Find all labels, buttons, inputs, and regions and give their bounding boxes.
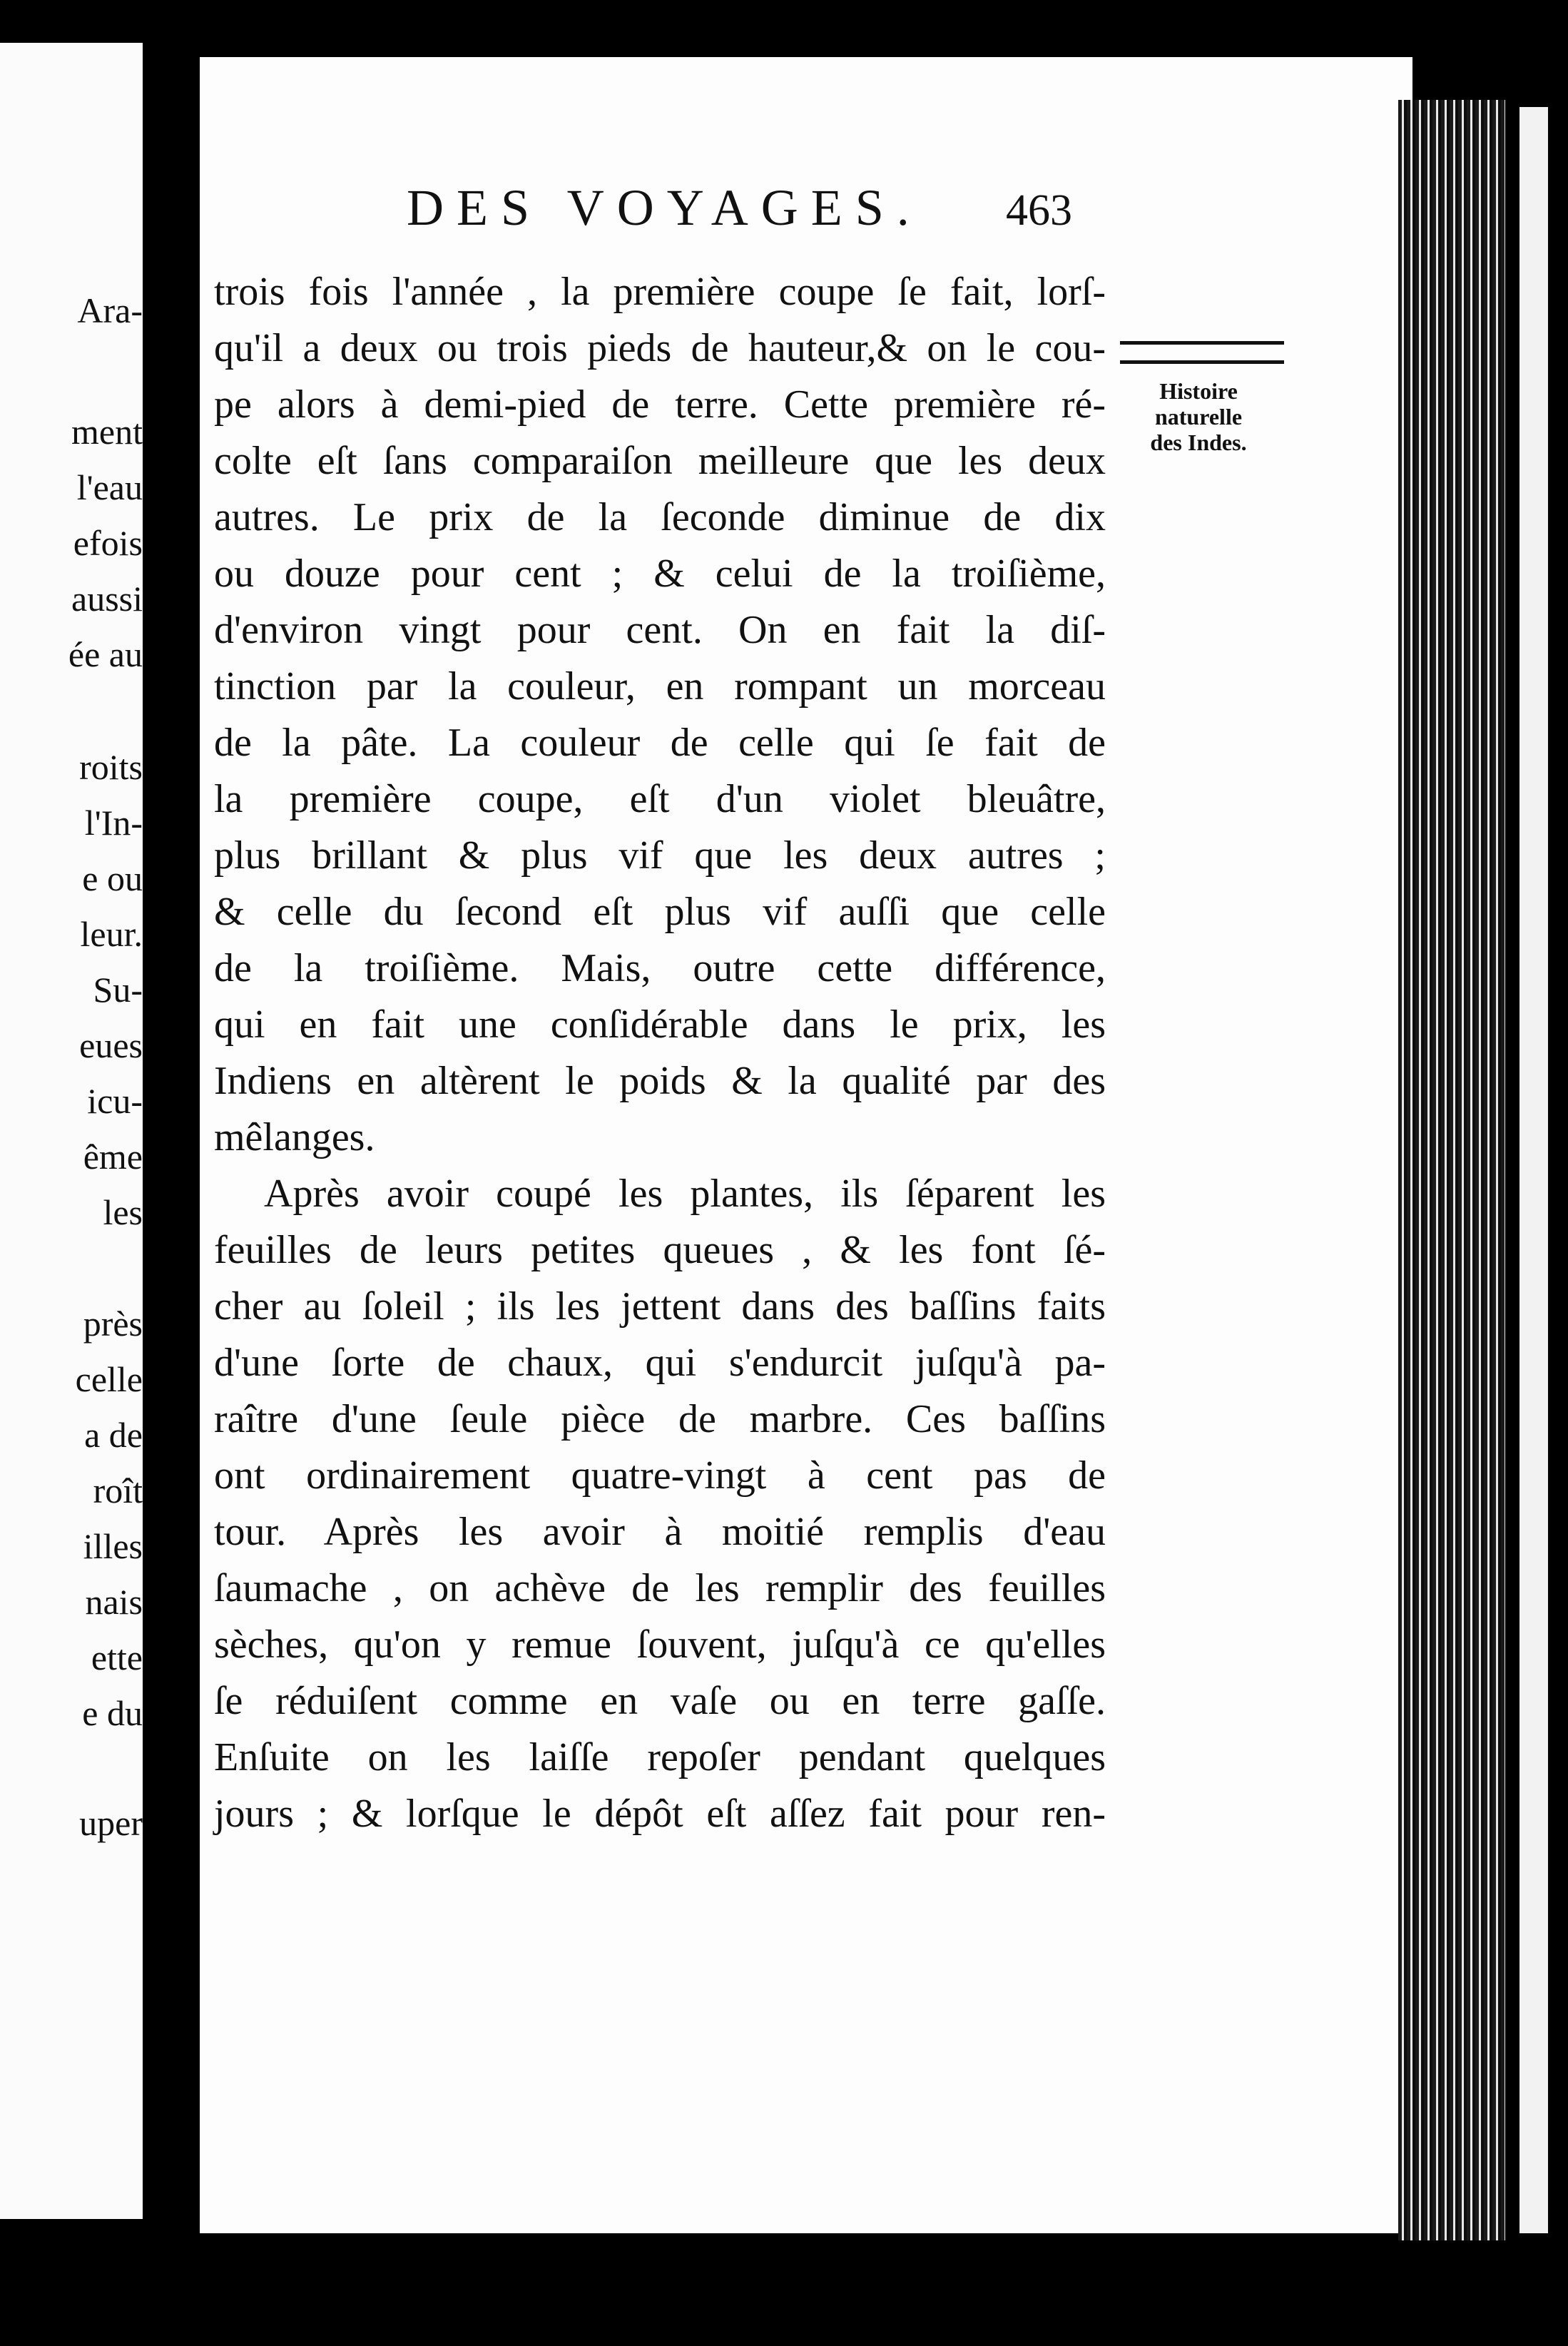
left-page-fragment: aussi — [71, 579, 143, 619]
page-header — [200, 178, 1127, 243]
cover-edge — [1519, 107, 1548, 2233]
left-page-fragment: ette — [91, 1637, 143, 1677]
text-line: cher au ſoleil ; ils les jettent dans des baſſins faits — [214, 1284, 1106, 1329]
text-line: & celle du ſecond eſt plus vif auſſi que celle — [214, 890, 1106, 934]
left-page-fragment: l'eau — [76, 467, 143, 507]
text-line: sèches, qu'on y remue ſouvent, juſqu'à ce qu'elles — [214, 1623, 1106, 1667]
text-line: tinction par la couleur, en rompant un morceau — [214, 664, 1106, 709]
text-line: Après avoir coupé les plantes, ils ſéparent les — [264, 1172, 1106, 1216]
left-page-fragment: illes — [83, 1526, 143, 1566]
left-page-fragment: nais — [85, 1582, 143, 1622]
marginal-double-rule — [1120, 341, 1284, 364]
previous-page-edge — [0, 43, 143, 2219]
text-line: pe alors à demi-pied de terre. Cette première ré- — [214, 382, 1106, 427]
left-page-fragment: eues — [79, 1025, 143, 1065]
text-line: feuilles de leurs petites queues , & les font ſé- — [214, 1228, 1106, 1272]
left-page-fragment: efois — [73, 523, 143, 563]
text-line: raître d'une ſeule pièce de marbre. Ces baſſins — [214, 1397, 1106, 1441]
left-page-fragment: l'In- — [84, 803, 143, 843]
text-line: qu'il a deux ou trois pieds de hauteur,& on le cou- — [214, 326, 1106, 370]
text-line: de la troiſième. Mais, outre cette différence, — [214, 946, 1106, 990]
body-text — [214, 264, 1106, 1842]
text-line: ont ordinairement quatre-vingt à cent pas de — [214, 1453, 1106, 1498]
text-line: tour. Après les avoir à moitié remplis d'eau — [214, 1510, 1106, 1554]
left-page-fragment: ême — [83, 1137, 143, 1177]
text-line: ſe réduiſent comme en vaſe ou en terre gaſſe. — [214, 1679, 1106, 1723]
text-line: plus brillant & plus vif que les deux autres ; — [214, 833, 1106, 878]
text-line: mêlanges. — [214, 1115, 375, 1159]
left-page-fragment: Ara- — [77, 290, 143, 330]
page-block-edges — [1398, 100, 1505, 2240]
text-line: ſaumache , on achève de les remplir des feuilles — [214, 1566, 1106, 1610]
text-line: jours ; & lorſque le dépôt eſt aſſez fait pour ren- — [214, 1792, 1106, 1836]
text-line: Enſuite on les laiſſe repoſer pendant quelques — [214, 1735, 1106, 1779]
left-page-fragment: icu- — [87, 1081, 143, 1121]
text-line: ou douze pour cent ; & celui de la troiſième, — [214, 552, 1106, 596]
left-page-fragment: a de — [84, 1415, 143, 1455]
marginal-note-line: Histoire — [1159, 378, 1238, 404]
text-line: colte eſt ſans comparaiſon meilleure que les deux — [214, 439, 1106, 483]
left-page-fragment: roît — [93, 1471, 143, 1510]
page-number: 463 — [1006, 186, 1072, 235]
text-line: d'environ vingt pour cent. On en fait la diſ- — [214, 608, 1106, 652]
left-page-fragment: e du — [82, 1693, 143, 1733]
left-page-fragment: roits — [79, 747, 143, 787]
left-page-fragment: leur. — [80, 914, 143, 954]
left-page-fragment: e ou — [82, 858, 143, 898]
left-page-fragment: Su- — [93, 970, 143, 1010]
text-line: d'une ſorte de chaux, qui s'endurcit juſqu'à pa- — [214, 1341, 1106, 1385]
left-page-fragment: près — [83, 1304, 143, 1344]
left-page-fragment: celle — [75, 1359, 143, 1399]
text-line: trois fois l'année , la première coupe ſe fait, lorſ- — [214, 270, 1106, 314]
text-line: qui en fait une conſidérable dans le prix, les — [214, 1002, 1106, 1047]
left-page-fragment: les — [103, 1192, 143, 1232]
running-title: DES VOYAGES. — [407, 179, 922, 236]
text-line: Indiens en altèrent le poids & la qualité par des — [214, 1059, 1106, 1103]
text-line: autres. Le prix de la ſeconde diminue de dix — [214, 495, 1106, 539]
marginal-note-line: naturelle — [1154, 404, 1243, 430]
text-line: la première coupe, eſt d'un violet bleuâtre, — [214, 777, 1106, 821]
left-page-fragment: ment — [71, 412, 143, 452]
text-line: de la pâte. La couleur de celle qui ſe fait de — [214, 721, 1106, 765]
left-page-fragment: uper — [79, 1803, 143, 1843]
left-page-fragment: ée au — [68, 634, 143, 674]
marginal-note-line: des Indes. — [1150, 430, 1247, 455]
